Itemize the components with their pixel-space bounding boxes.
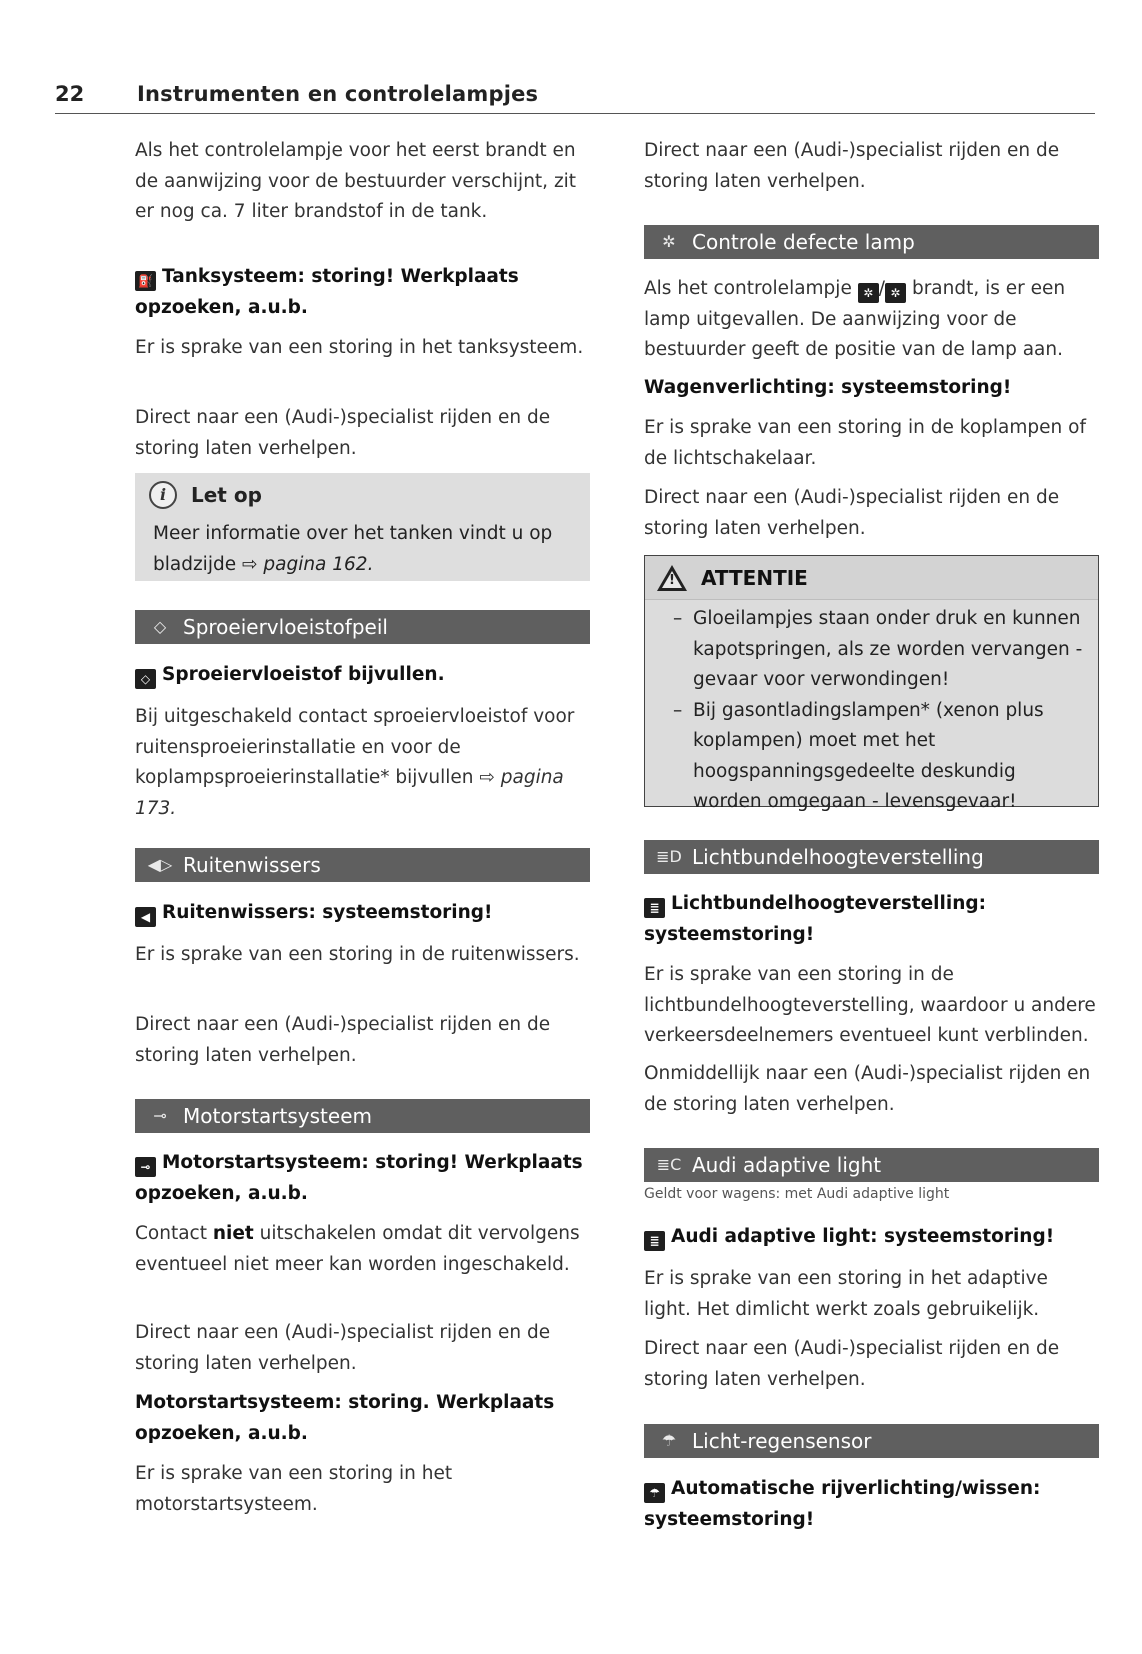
section-bar-engine-start	[135, 1099, 590, 1133]
wiper-warning-icon: ◀	[135, 907, 156, 927]
adaptive-heading: ≣ Audi adaptive light: systeemstoring!	[644, 1222, 1099, 1253]
light-rain-sensor-warning-icon: ☂	[644, 1483, 665, 1503]
section-title: Licht-regensensor	[692, 1429, 872, 1453]
previous-action: Direct naar een (Audi-)specialist rijden en de storing laten verhelpen.	[644, 140, 1060, 192]
warning-title: ATTENTIE	[701, 565, 808, 590]
wiper-heading: ◀ Ruitenwissers: systeemstoring!	[135, 898, 590, 929]
bulb-warning-icon-alt: ✲	[885, 283, 906, 303]
washer-description: Bij uitgeschakeld contact sproeiervloeistof voor ruitensproeierinstallatie en voor de koplampsproeierinstallatie* bijvullen ⇨ pagina 173.	[135, 706, 575, 819]
warning-item: – Bij gasontladingslampen* (xenon plus koplampen) moet met het hoogspanningsgedeelte deskundig worden omgegaan - levensgevaar!	[673, 699, 1044, 812]
section-bar-headlight-leveling	[644, 840, 1099, 874]
note-box	[135, 473, 590, 581]
sensor-heading: ☂ Automatische rijverlichting/wissen: systeemstoring!	[644, 1478, 1041, 1530]
adaptive-action: Direct naar een (Audi-)specialist rijden en de storing laten verhelpen.	[644, 1338, 1060, 1390]
engine-description-2: Er is sprake van een storing in het motorstartsysteem.	[135, 1463, 453, 1515]
key-icon: ⊸	[153, 1106, 167, 1125]
section-title: Audi adaptive light	[692, 1153, 882, 1177]
section-title: Controle defecte lamp	[692, 230, 915, 254]
light-rain-sensor-icon: ☂	[661, 1431, 677, 1450]
engine-action: Direct naar een (Audi-)specialist rijden en de storing laten verhelpen.	[135, 1322, 551, 1374]
warning-body	[645, 600, 1098, 824]
wiper-action: Direct naar een (Audi-)specialist rijden en de storing laten verhelpen.	[135, 1014, 551, 1066]
warning-item: – Gloeilampjes staan onder druk en kunnen kapotspringen, als ze worden vervangen - gevaar voor verwondingen!	[673, 608, 1083, 690]
info-icon: i	[149, 481, 177, 509]
washer-fluid-warning-icon: ◇	[135, 669, 156, 689]
tank-heading: ⛽ Tanksysteem: storing! Werkplaats opzoeken, a.u.b.	[135, 266, 519, 318]
section-title: Ruitenwissers	[183, 853, 321, 877]
section-bar-light-rain-sensor	[644, 1424, 1099, 1458]
adaptive-light-warning-icon: ≣	[644, 1231, 665, 1251]
page-header	[55, 80, 1095, 114]
tank-description: Er is sprake van een storing in het tanksysteem.	[135, 337, 584, 358]
lighting-heading: Wagenverlichting: systeemstoring!	[644, 377, 1012, 398]
fuel-pump-icon: ⛽	[135, 271, 156, 291]
lamp-description: Als het controlelampje ✲ / ✲ brandt, is er een lamp uitgevallen. De aanwijzing voor de bestuurder geeft de positie van de lamp aan.	[644, 278, 1066, 360]
bulb-icon: ✲	[662, 232, 676, 251]
note-body: Meer informatie over het tanken vindt u op bladzijde ⇨ pagina 162.	[153, 523, 553, 575]
page-title: Instrumenten en controlelampjes	[137, 82, 539, 106]
bulb-warning-icon: ✲	[858, 283, 879, 303]
washer-fluid-icon: ◇	[153, 617, 167, 636]
section-title: Motorstartsysteem	[183, 1104, 372, 1128]
page-number: 22	[55, 82, 85, 106]
section-title: Sproeiervloeistofpeil	[183, 615, 388, 639]
wiper-icon: ◀▷	[147, 855, 173, 874]
adaptive-description: Er is sprake van een storing in het adaptive light. Het dimlicht werkt zoals gebruikelijk.	[644, 1268, 1048, 1320]
headlight-leveling-icon: ≣D	[656, 847, 682, 866]
note-header	[135, 473, 590, 517]
warning-box	[644, 555, 1099, 812]
warning-triangle-icon: !	[657, 565, 687, 591]
leveling-description: Er is sprake van een storing in de lichtbundelhoogteverstelling, waardoor u andere verkeersdeelnemers eventueel kunt verblinden.	[644, 964, 1096, 1046]
engine-contact-text: Contact niet uitschakelen omdat dit vervolgens eventueel niet meer kan worden ingeschakeld.	[135, 1223, 580, 1275]
adaptive-light-icon: ≣C	[656, 1155, 682, 1174]
lighting-action: Direct naar een (Audi-)specialist rijden en de storing laten verhelpen.	[644, 487, 1060, 539]
section-bar-wipers	[135, 848, 590, 882]
page-reference[interactable]: ⇨ pagina 162.	[241, 553, 374, 575]
section-bar-washer-fluid	[135, 610, 590, 644]
note-title: Let op	[191, 483, 262, 507]
fuel-reserve-text: Als het controlelampje voor het eerst brandt en de aanwijzing voor de bestuurder verschijnt, zit er nog ca. 7 liter brandstof in de tank.	[135, 140, 577, 222]
leveling-heading: ≣ Lichtbundelhoogteverstelling: systeemstoring!	[644, 893, 987, 945]
engine-heading-1: ⊸ Motorstartsysteem: storing! Werkplaats opzoeken, a.u.b.	[135, 1152, 583, 1204]
leveling-action: Onmiddellijk naar een (Audi-)specialist rijden en de storing laten verhelpen.	[644, 1063, 1091, 1115]
key-warning-icon: ⊸	[135, 1157, 156, 1177]
section-title: Lichtbundelhoogteverstelling	[692, 845, 984, 869]
section-bar-adaptive-light	[644, 1148, 1099, 1182]
lighting-description: Er is sprake van een storing in de koplampen of de lichtschakelaar.	[644, 417, 1086, 469]
wiper-description: Er is sprake van een storing in de ruitenwissers.	[135, 944, 580, 965]
headlight-leveling-warning-icon: ≣	[644, 898, 665, 918]
warning-header	[645, 556, 1098, 600]
engine-heading-2: Motorstartsysteem: storing. Werkplaats opzoeken, a.u.b.	[135, 1392, 555, 1444]
section-bar-defective-lamp	[644, 225, 1099, 259]
tank-action: Direct naar een (Audi-)specialist rijden en de storing laten verhelpen.	[135, 407, 551, 459]
washer-heading: ◇ Sproeiervloeistof bijvullen.	[135, 660, 590, 691]
applicability-note: Geldt voor wagens: met Audi adaptive light	[644, 1186, 950, 1202]
page-reference[interactable]: ⇨ pagina 173.	[135, 767, 564, 819]
